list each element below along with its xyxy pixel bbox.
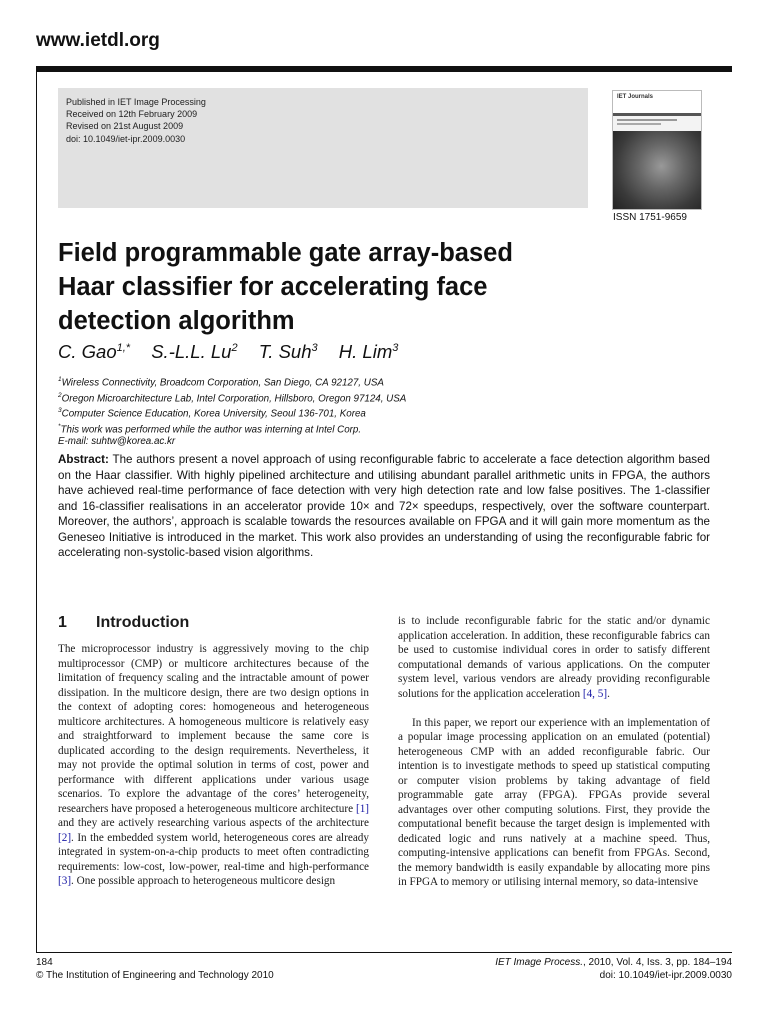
cover-brand: IET Journals xyxy=(617,94,654,100)
citation-link[interactable]: [1] xyxy=(355,802,370,815)
paper-title xyxy=(58,236,618,338)
revised-date: Revised on 21st August 2009 xyxy=(66,121,184,132)
affiliation: $^2$Oregon Microarchitecture Lab, Intel Corporation, Hillsboro, Oregon 97124, USA xyxy=(58,391,407,404)
paragraph: The microprocessor industry is aggressively moving to the chip multiprocessor (CMP) or multicore architectures because of the limitation of frequency scaling and the intractable amount of power dissipation. In the multicore design, there are two design options in the context of adopting cores: homogeneous and heterogeneous multicore architectures. A homogeneous multicore is relatively easy and straightforward to implement because the same core is duplicated according to the design requirements. Nevertheless, it may not provide the optimal solution in terms of cost, power and performance with different applications under various usage scenarios. To explore the advantage of the cores’ heterogeneity, researchers have proposed a heterogeneous multicore architecture [1] and they are actively researching various aspects of the architecture [2]. In the embedded system world, heterogeneous cores are already integrated in system-on-a-chip products to meet often contradicting requirements: low-cost, low-power, real-time and high-performance [3]. One possible approach to heterogeneous multicore design xyxy=(58,643,370,887)
journal-citation: IET Image Process., 2010, Vol. 4, Iss. 3, pp. 184–194 xyxy=(495,957,732,968)
doi: doi: 10.1049/iet-ipr.2009.0030 xyxy=(66,133,186,144)
section-number: 1 xyxy=(58,614,67,631)
email[interactable]: E-mail: suhtw@korea.ac.kr xyxy=(58,436,176,448)
paragraph: In this paper, we report our experience with an implementation of a popular image processing application on an emulated (potential) heterogeneous CMP with an added reconfigurable fabric. Our intention is to investigate methods to speed up statistical computing or computer vision problems by taking advantage of field programmable gate array (FPGA). FPGAs provide several advantages over other computing solutions. First, they provide the computational benefit because the target design is implemented with dedicated logic and runs natively at a machine speed. Thus, computing-intensive applications can benefit from FPGAs. Second, the memory bandwidth is easily expandable by allocating more pins in FPGA to memory or utilising internal memory, so data-intensive xyxy=(398,716,710,888)
affiliation: *This work was performed while the author was interning at Intel Corp. xyxy=(58,422,362,435)
title-line-3: detection algorithm xyxy=(58,307,295,335)
affiliation: $^1$Wireless Connectivity, Broadcom Corporation, San Diego, CA 92127, USA xyxy=(58,376,384,389)
citation-link[interactable]: [4, 5] xyxy=(582,687,608,700)
affiliations xyxy=(58,374,406,449)
author-list xyxy=(58,341,414,363)
body-column-left xyxy=(58,642,369,889)
left-margin-rule xyxy=(36,72,37,952)
header-rule xyxy=(36,66,732,72)
journal-cover-image xyxy=(612,90,702,210)
footer-left xyxy=(36,956,274,982)
abstract xyxy=(58,452,710,561)
received-date: Received on 12th February 2009 xyxy=(66,109,198,120)
published-in: Published in IET Image Processing xyxy=(66,97,206,107)
abstract-label: Abstract: xyxy=(58,453,109,466)
paragraph: is to include reconfigurable fabric for the static and/or dynamic application acceleration. In addition, these reconfigurable fabrics can be used to customise individual cores in order to satisfy different computational demands of various applications. On the computer system level, various vendors are already providing reconfigurable solutions for the application acceleration [4, 5]. xyxy=(398,615,710,700)
publication-info-box xyxy=(58,88,588,208)
copyright: © The Institution of Engineering and Technology 2010 xyxy=(36,970,274,981)
author: T. Suh$^3$ xyxy=(258,341,318,362)
issn: ISSN 1751-9659 xyxy=(613,212,687,223)
author: S.-L.L. Lu$^2$ xyxy=(151,341,238,362)
section-title: Introduction xyxy=(96,614,190,631)
footer-rule xyxy=(36,952,732,953)
footer-right xyxy=(495,956,732,982)
title-line-1: Field programmable gate array-based xyxy=(58,239,513,267)
site-url[interactable]: www.ietdl.org xyxy=(36,30,160,51)
title-line-2: Haar classifier for accelerating face xyxy=(58,273,488,301)
page-number: 184 xyxy=(36,957,53,968)
citation-link[interactable]: [3] xyxy=(58,875,72,887)
citation-link[interactable]: [2] xyxy=(58,831,72,844)
footer-doi[interactable]: doi: 10.1049/iet-ipr.2009.0030 xyxy=(599,970,732,981)
body-column-right xyxy=(398,614,710,890)
affiliation: $^3$Computer Science Education, Korea University, Seoul 136-701, Korea xyxy=(58,407,366,420)
author: C. Gao$^{1,*}$ xyxy=(58,341,131,362)
abstract-text: The authors present a novel approach of using reconfigurable fabric to accelerate a face detection algorithm based on the Haar classifier. With highly pipelined architecture and utilising abundant parallel arithmetic units in FPGA, the authors have achieved real-time performance of face detection with very high detection rate and low false positives. The 1-classifier and 16-classifier realisations in an accelerator provide 10× and 72× speedups, respectively, over the software counterpart. Moreover, the authors’, approach is scalable towards the resources available on FPGA and it will gain more momentum as the Geneseo Initiative is introduced in the market. This work also provides an understanding of using the reconfigurable fabric for accelerating non-systolic-based vision algorithms. xyxy=(58,453,710,559)
author: H. Lim$^3$ xyxy=(338,341,399,362)
